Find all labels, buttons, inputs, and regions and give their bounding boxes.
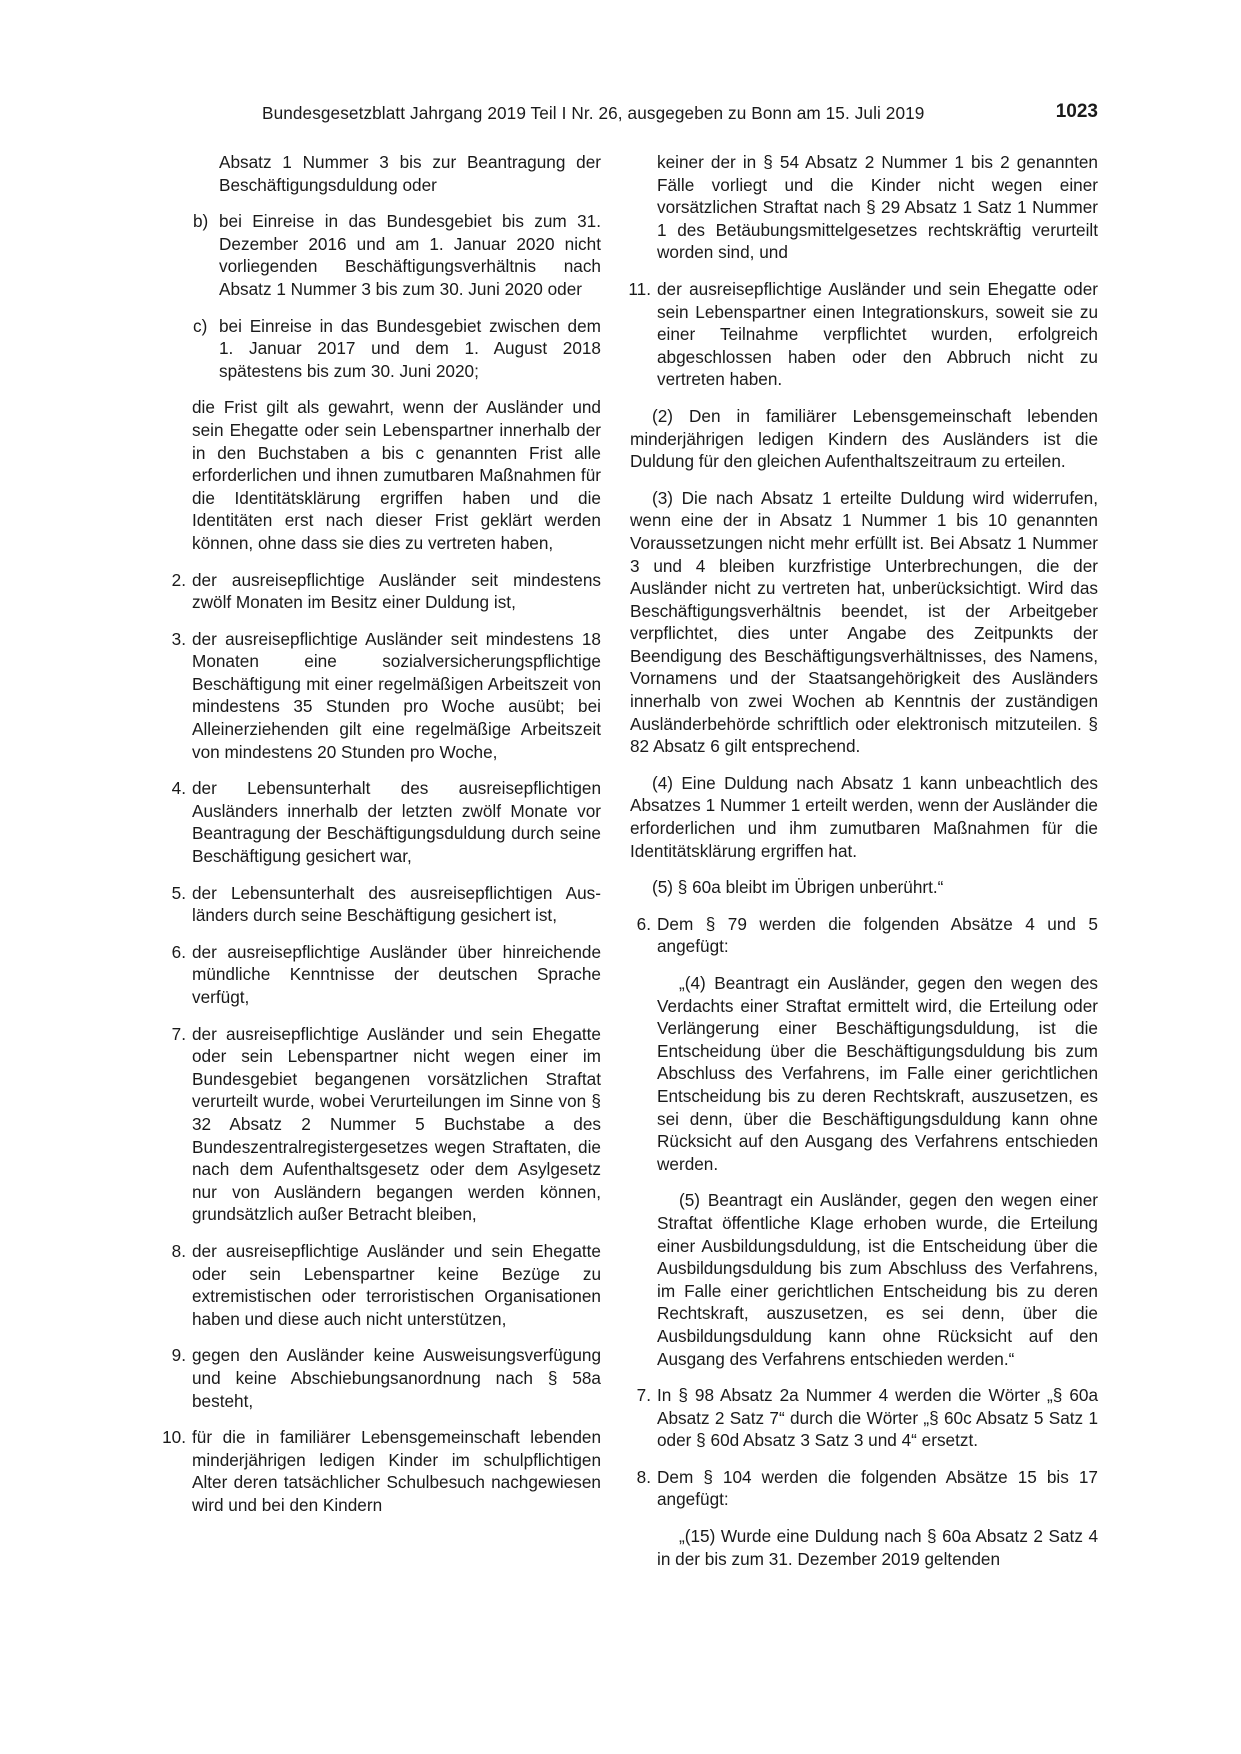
list-item (165, 628, 601, 764)
quoted-paragraph-15: „(15) Wurde eine Duldung nach § 60a Absatz 2 Satz 4 in der bis zum 31. Dezember 2019 geltenden (657, 1526, 1098, 1569)
frist-text: die Frist gilt als gewahrt, wenn der Ausländer und sein Ehegatte oder sein Lebenspartner innerhalb der in den Buchstaben a bis c genannten Frist alle erforderlichen und ihnen zumutbaren Maßnahmen für die Identitätsklärung ergriffen haben und die Identitäten erst nach dieser Frist geklärt werden können, ohne dass sie dies zu vertreten haben, (192, 397, 601, 553)
page-header (150, 101, 1098, 127)
quoted-paragraph-5: (5) Beantragt ein Ausländer, gegen den wegen einer Straftat öffentliche Klage erhoben wurde, die Erteilung einer Ausbildungsduldung, ist die Entscheidung über die Ausbildungsduldung bis zum Abschluss des Verfahrens, im Falle einer gerichtlichen Entscheidung bis zu deren Rechtskraft, auszusetzen, es sei denn, über die Ausbildungsduldung kann ohne Rücksicht auf den Ausgang des Verfahrens entschieden werden.“ (657, 1190, 1098, 1369)
item-text: der ausreisepflichtige Ausländer und sein Ehegatte oder sein Lebenspartner nicht wegen einer im Bundesgebiet begangenen vorsätzlichen Straftat verurteilt wurde, wobei Verurteilungen im Sinne von § 32 Absatz 2 Nummer 5 Buchstabe a des Bundeszentralregistergesetzes wegen Straftaten, die nach dem Aufenthaltsgesetz oder dem Asylgesetz nur von Ausländern begangen werden können, grundsätzlich außer Betracht bleiben, (192, 1023, 601, 1225)
frist-paragraph (165, 396, 601, 554)
paragraph-4: (4) Eine Duldung nach Absatz 1 kann unbeachtlich des Absatzes 1 Nummer 1 erteilt werden, wenn der Ausländer die erforderlichen und ihm zumutbaren Maßnahmen für die Identitätsklärung ergriffen hat. (630, 772, 1098, 861)
sub-item-text: bei Einreise in das Bundesgebiet zwischen dem 1. Januar 2017 und dem 1. August 2018 spätestens bis zum 30. Juni 2020; (219, 315, 601, 381)
list-item (165, 1344, 601, 1412)
list-item-11 (630, 278, 1098, 391)
item-number: 4. (171, 778, 186, 799)
item-text: Dem § 104 werden die folgenden Absätze 15 bis 17 angefügt: (657, 1466, 1098, 1510)
item-number: 8. (636, 1466, 651, 1487)
item-text: für die in familiärer Lebensgemeinschaft lebenden minderjährigen ledigen Kinder im schulpflichtigen Alter deren tatsächlicher Schulbesuch nachgewiesen wird und bei den Kindern (192, 1427, 601, 1515)
sub-item-b (165, 210, 601, 300)
list-item (162, 1426, 601, 1516)
list-item-7 (630, 1384, 1098, 1452)
item-number: 10. (162, 1427, 186, 1448)
list-item (165, 1023, 601, 1226)
list-item-6 (630, 913, 1098, 958)
item-number: 5. (171, 882, 186, 903)
paragraph-3: (3) Die nach Absatz 1 erteilte Duldung wird widerrufen, wenn eine der in Absatz 1 Nummer 1 bis 10 genannten Voraussetzungen nicht mehr erfüllt ist. Bei Absatz 1 Nummer 3 und 4 bleiben kurzfristige Unterbrechungen, die der Ausländer nicht zu vertreten hat, unberücksichtigt. Wird das Beschäftigungsverhältnis beendet, ist der Arbeitgeber verpflichtet, dies unter Angabe des Zeitpunkts der Beendigung des Beschäftigungsverhältnisses, des Namens, Vornamens und der Staatsangehörigkeit des Ausländers innerhalb von zwei Wochen ab Kenntnis der zuständigen Ausländerbehörde schriftlich oder elektronisch mitzuteilen. § 82 Absatz 6 gilt entsprechend. (630, 487, 1098, 757)
list-item (165, 941, 601, 1009)
item-number: 3. (171, 628, 186, 649)
item-number: 11. (628, 278, 651, 299)
item-10-continuation (630, 151, 1098, 264)
item-1a-continuation: Absatz 1 Nummer 3 bis zur Beantragung der Beschäftigungsduldung oder (219, 152, 601, 195)
item-number: 6. (636, 913, 651, 934)
item-text: der ausreisepflichtige Ausländer seit mindestens 18 Monaten eine sozialversicherungspflichtige Beschäftigung mit einer regelmäßigen Arbeitszeit von mindestens 35 Stunden pro Woche ausübt; bei Alleinerziehenden gilt eine regelmäßige Arbeitszeit von mindestens 20 Stunden pro Woche, (192, 628, 601, 762)
item-text: der ausreisepflichtige Ausländer seit mindestens zwölf Monaten im Besitz einer Duldung ist, (192, 569, 601, 613)
paragraph-2: (2) Den in familiärer Lebensgemeinschaft lebenden minderjährigen ledigen Kindern des Ausländers ist die Duldung für den gleichen Aufenthaltszeitraum zu erteilen. (630, 405, 1098, 472)
page-number: 1023 (1055, 101, 1098, 122)
quoted-paragraph-4: „(4) Beantragt ein Ausländer, gegen den wegen des Verdachts einer Straftat ermittelt wird, die Erteilung oder Verlängerung einer Beschäftigungsduldung, ist die Entscheidung über die Beschäftigungsduldung bis zum Abschluss des Verfahrens, im Falle einer gerichtlichen Entscheidung bis zu deren Rechtskraft, auszusetzen, es sei denn, über die Beschäftigungsduldung kann ohne Rücksicht auf den Ausgang des Verfahrens entschieden werden. (657, 973, 1098, 1174)
item-text: keiner der in § 54 Absatz 2 Nummer 1 bis 2 genannten Fälle vorliegt und die Kinder nicht wegen einer vorsätzlichen Straftat nach § 29 Absatz 1 Satz 1 Nummer 1 des Betäubungsmittelgesetzes rechtskräftig verurteilt worden sind, und (657, 152, 1098, 263)
sub-item-text: bei Einreise in das Bundesgebiet bis zum 31. Dezember 2016 und am 1. Januar 2020 nicht vorliegenden Beschäftigungsverhältnis nach Absatz 1 Nummer 3 bis zum 30. Juni 2020 oder (219, 211, 601, 299)
item-number: 9. (171, 1345, 186, 1366)
item-number: 6. (171, 941, 186, 962)
item-text: der Lebensunterhalt des ausreisepflichtigen Ausländers innerhalb der letzten zwölf Monate vor Beantragung der Beschäftigungsduldung durch seine Beschäftigung gesichert war, (192, 778, 601, 867)
item-text: Dem § 79 werden die folgenden Absätze 4 und 5 angefügt: (657, 913, 1098, 957)
list-item (165, 569, 601, 614)
left-column (162, 151, 601, 1530)
list-item-8 (630, 1466, 1098, 1511)
list-item (165, 777, 601, 867)
item-text: der ausreisepflichtige Ausländer und sein Ehegatte oder sein Lebenspartner keine Bezüge zu extremistischen oder terroristischen Organisationen haben und diese auch nicht unterstützen, (192, 1240, 601, 1329)
list-item (165, 1240, 601, 1330)
sub-item-c (165, 315, 601, 383)
gazette-title: Bundesgesetzblatt Jahrgang 2019 Teil I Nr. 26, ausgegeben zu Bonn am 15. Juli 2019 (262, 103, 925, 123)
item-text: gegen den Ausländer keine Ausweisungsverfügung und keine Abschiebungsanordnung nach § 58a besteht, (192, 1345, 601, 1411)
item-number: 2. (171, 569, 186, 590)
item-text: der Lebensunterhalt des ausreisepflichtigen Ausländers durch seine Beschäftigung gesichert ist, (192, 882, 601, 926)
list-item (165, 882, 601, 927)
sub-item-letter: c) (193, 315, 208, 336)
right-column (630, 151, 1098, 1584)
item-number: 8. (171, 1240, 186, 1261)
paragraph-5: (5) § 60a bleibt im Übrigen unberührt.“ (652, 877, 944, 898)
item-number: 7. (636, 1385, 651, 1406)
item-text: In § 98 Absatz 2a Nummer 4 werden die Wörter „§ 60a Absatz 2 Satz 7“ durch die Wörter „§ 60c Absatz 5 Satz 1 oder § 60d Absatz 3 Satz 3 und 4“ ersetzt. (657, 1385, 1098, 1451)
item-text: der ausreisepflichtige Ausländer über hinreichende mündliche Kenntnisse der deutschen Sprache verfügt, (192, 941, 601, 1007)
item-text: der ausreisepflichtige Ausländer und sein Ehegatte oder sein Lebenspartner einen Integrationskurs, soweit sie zu einer Teilnahme verpflichtet wurden, erfolgreich abgeschlossen haben oder den Abbruch nicht zu vertreten haben. (657, 278, 1098, 390)
item-number: 7. (171, 1023, 186, 1044)
sub-item-letter: b) (193, 211, 209, 232)
